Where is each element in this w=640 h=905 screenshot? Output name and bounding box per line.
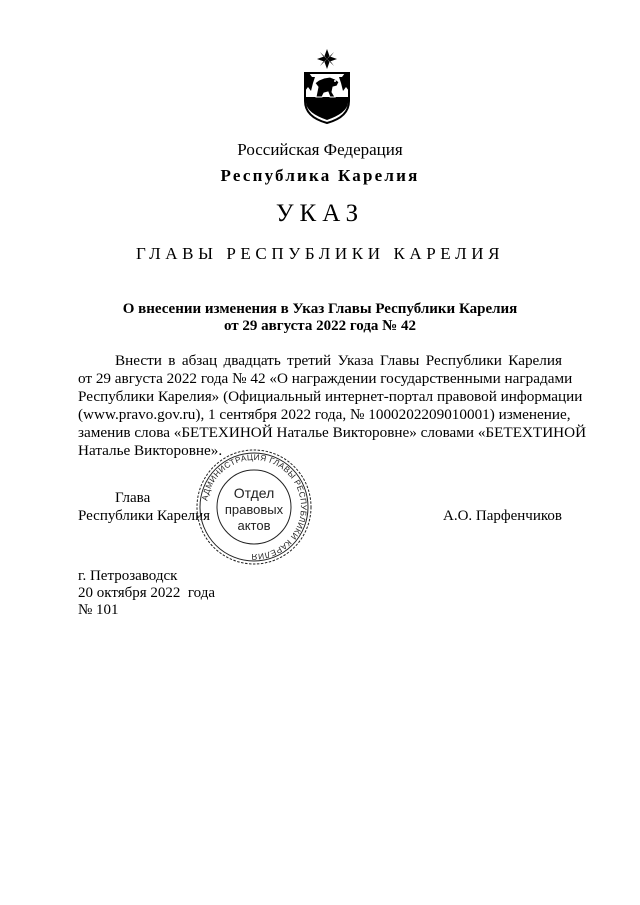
country-name: Российская Федерация [237, 140, 403, 159]
issue-number: № 101 [78, 602, 119, 618]
issuer-title: ГЛАВЫ РЕСПУБЛИКИ КАРЕЛИЯ [135, 244, 505, 263]
official-stamp [195, 448, 313, 566]
title-line: О внесении изменения в Указ Главы Республики Карелия [122, 301, 518, 317]
body-line: от 29 августа 2022 года № 42 «О награждении государственными наградами [78, 370, 573, 387]
republic-name: Республика Карелия [220, 166, 420, 185]
stamp-line: актов [237, 518, 271, 533]
stamp-line: Отдел [233, 485, 275, 501]
body-line: Наталье Викторовне». [78, 442, 223, 459]
body-line: Внести в абзац двадцать третий Указа Главы Республики Карелия [115, 352, 562, 369]
issue-details [78, 568, 215, 619]
issue-date: 20 октября 2022 года [78, 585, 216, 601]
document-title [0, 301, 640, 335]
body-line: Республики Карелия» (Официальный интернет-портал правовой информации [78, 388, 583, 405]
document-type: УКАЗ [275, 200, 365, 227]
issue-place: г. Петрозаводск [78, 568, 178, 584]
karelia-coat-of-arms-icon [299, 47, 355, 125]
title-line: от 29 августа 2022 года № 42 [224, 318, 416, 334]
document-body [78, 352, 587, 460]
stamp-line: правовых [224, 502, 284, 517]
body-line: заменив слова «БЕТЕХИНОЙ Наталье Викторовне» словами «БЕТЕХТИНОЙ [78, 424, 587, 441]
signatory-name: А.О. Парфенчиков [443, 508, 562, 524]
signatory-post-line2: Республики Карелия [78, 508, 211, 524]
body-line: (www.pravo.gov.ru), 1 сентября 2022 года, № 1000202209010001) изменение, [78, 406, 571, 423]
stamp-ring-text: АДМИНИСТРАЦИЯ ГЛАВЫ РЕСПУБЛИКИ КАРЕЛИЯ [200, 452, 309, 562]
signatory-post-line1: Глава [115, 490, 151, 506]
